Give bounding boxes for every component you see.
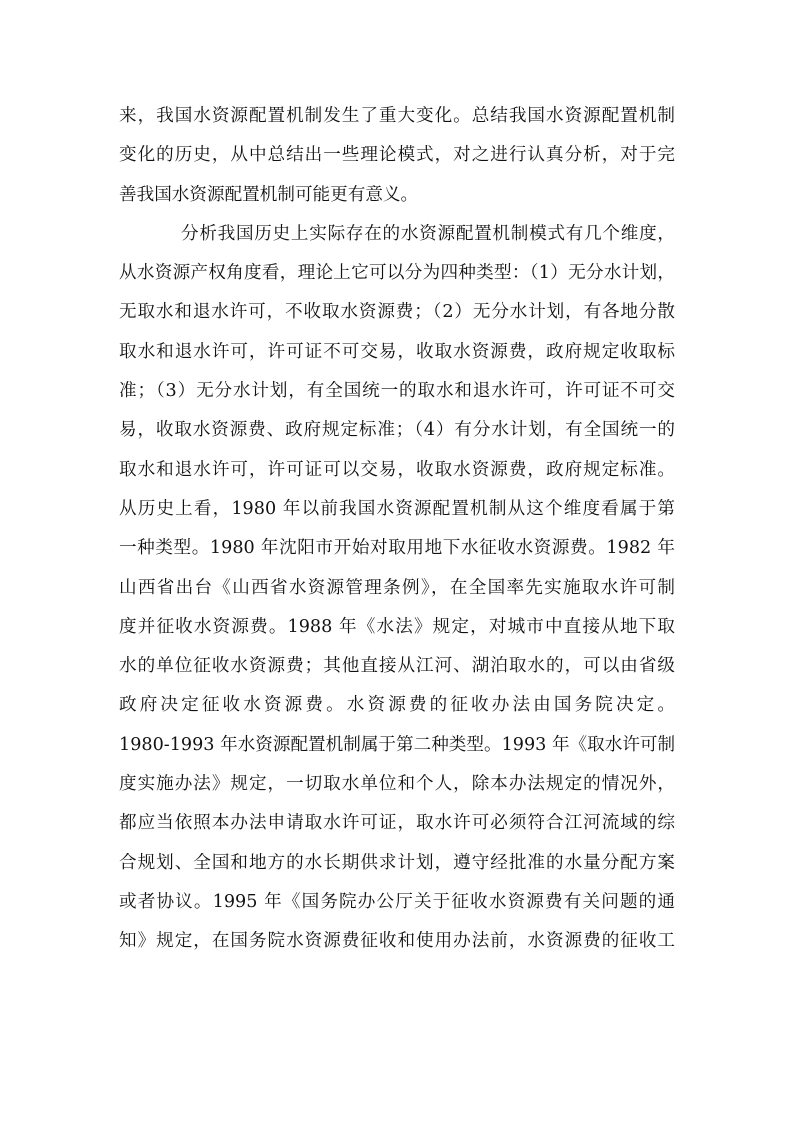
- text-line: 善我国水资源配置机制可能更有意义。: [119, 184, 419, 205]
- paragraph-first-line: 分析我国历史上实际存在的水资源配置机制模式有几个维度，: [181, 223, 675, 244]
- text-line: 从水资源产权角度看，理论上它可以分为四种类型：（1）无分水计划，: [119, 263, 675, 284]
- text-line: 取水和退水许可，许可证不可交易，收取水资源费，政府规定收取标: [119, 341, 675, 362]
- text-line: 合规划、全国和地方的水长期供求计划，遵守经批准的水量分配方案: [119, 852, 675, 873]
- body-text: [119, 97, 675, 962]
- text-line: 都应当依照本办法申请取水许可证，取水许可必须符合江河流域的综: [119, 813, 675, 834]
- text-line: 政府决定征收水资源费。水资源费的征收办法由国务院决定。: [119, 695, 675, 716]
- text-line: 知》规定，在国务院水资源费征收和使用办法前，水资源费的征收工: [119, 931, 675, 952]
- text-line: 度实施办法》规定，一切取水单位和个人，除本办法规定的情况外，: [119, 774, 675, 795]
- text-line: 山西省出台《山西省水资源管理条例》，在全国率先实施取水许可制: [119, 577, 675, 598]
- text-line: 来，我国水资源配置机制发生了重大变化。总结我国水资源配置机制: [119, 106, 675, 126]
- text-line: 1980-1993 年水资源配置机制属于第二种类型。1993 年《取水许可制: [119, 734, 676, 755]
- text-line: 度并征收水资源费。1988 年《水法》规定，对城市中直接从地下取: [119, 616, 675, 637]
- text-line: 无取水和退水许可，不收取水资源费；（2）无分水计划，有各地分散: [119, 302, 675, 323]
- text-line: 从历史上看，1980 年以前我国水资源配置机制从这个维度看属于第: [119, 498, 675, 519]
- text-line: 准；（3）无分水计划，有全国统一的取水和退水许可，许可证不可交: [119, 381, 675, 402]
- text-line: 一种类型。1980 年沈阳市开始对取用地下水征收水资源费。1982 年: [119, 538, 675, 559]
- text-line: 变化的历史，从中总结出一些理论模式，对之进行认真分析，对于完: [119, 145, 675, 166]
- text-line: 取水和退水许可，许可证可以交易，收取水资源费，政府规定标准。: [119, 459, 675, 480]
- text-line: 易，收取水资源费、政府规定标准；（4）有分水计划，有全国统一的: [119, 420, 675, 441]
- text-line: 或者协议。1995 年《国务院办公厅关于征收水资源费有关问题的通: [119, 891, 675, 912]
- text-line: 水的单位征收水资源费；其他直接从江河、湖泊取水的，可以由省级: [119, 656, 675, 677]
